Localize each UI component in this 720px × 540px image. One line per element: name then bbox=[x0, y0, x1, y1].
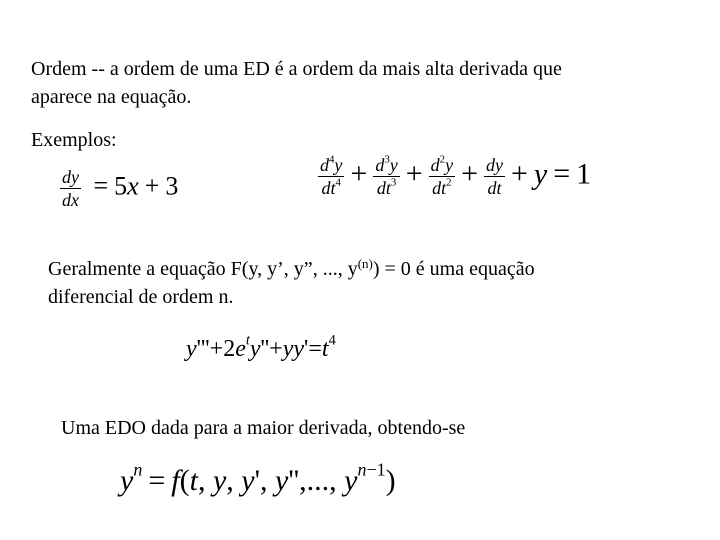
equation-first-order: $\frac{dy}{dx}$ = 5x + 3 bbox=[62, 167, 179, 210]
equation-fourth-order: $\frac{d^4y}{dt^4}$ + $\frac{d^3y}{dt^3}$ + $\frac{d^2y}{dt^2}$ + $\frac{dy}{dt}$ + y = 1 bbox=[320, 153, 592, 198]
examples-label: Exemplos: bbox=[31, 129, 117, 151]
definition-line-2: aparece na equação. bbox=[31, 86, 192, 108]
fraction-d4y-dt4: $\frac{d^4y}{dt^4}$ bbox=[320, 153, 343, 198]
definition-line-1: Ordem -- a ordem de uma ED é a ordem da mais alta derivada que bbox=[31, 58, 562, 80]
general-statement-line-1: Geralmente a equação F(y, y’, y”, ..., $y^{(n)}) = 0$ é uma equação bbox=[48, 256, 535, 280]
edo-statement: Uma EDO dada para a maior derivada, obtendo-se bbox=[61, 417, 466, 439]
fraction-d3y-dt3: $\frac{d^3y}{dt^3}$ bbox=[375, 153, 398, 198]
fraction-dy-dt: $\frac{dy}{dt}$ bbox=[485, 155, 503, 198]
fraction-dy-dx: $\frac{dy}{dx}$ bbox=[62, 167, 79, 210]
fraction-d2y-dt2: $\frac{d^2y}{dt^2}$ bbox=[430, 153, 454, 198]
definition-text bbox=[31, 55, 562, 111]
general-statement bbox=[48, 255, 535, 311]
general-statement-line-2: diferencial de ordem n. bbox=[48, 286, 234, 308]
equation-explicit-form: $y^n = f(t$, y, y', y'',..., $y^{n-1}$) bbox=[120, 459, 396, 497]
equation-third-order-example: $y'''+2e^ty''+yy'=t^4$ bbox=[186, 332, 336, 362]
